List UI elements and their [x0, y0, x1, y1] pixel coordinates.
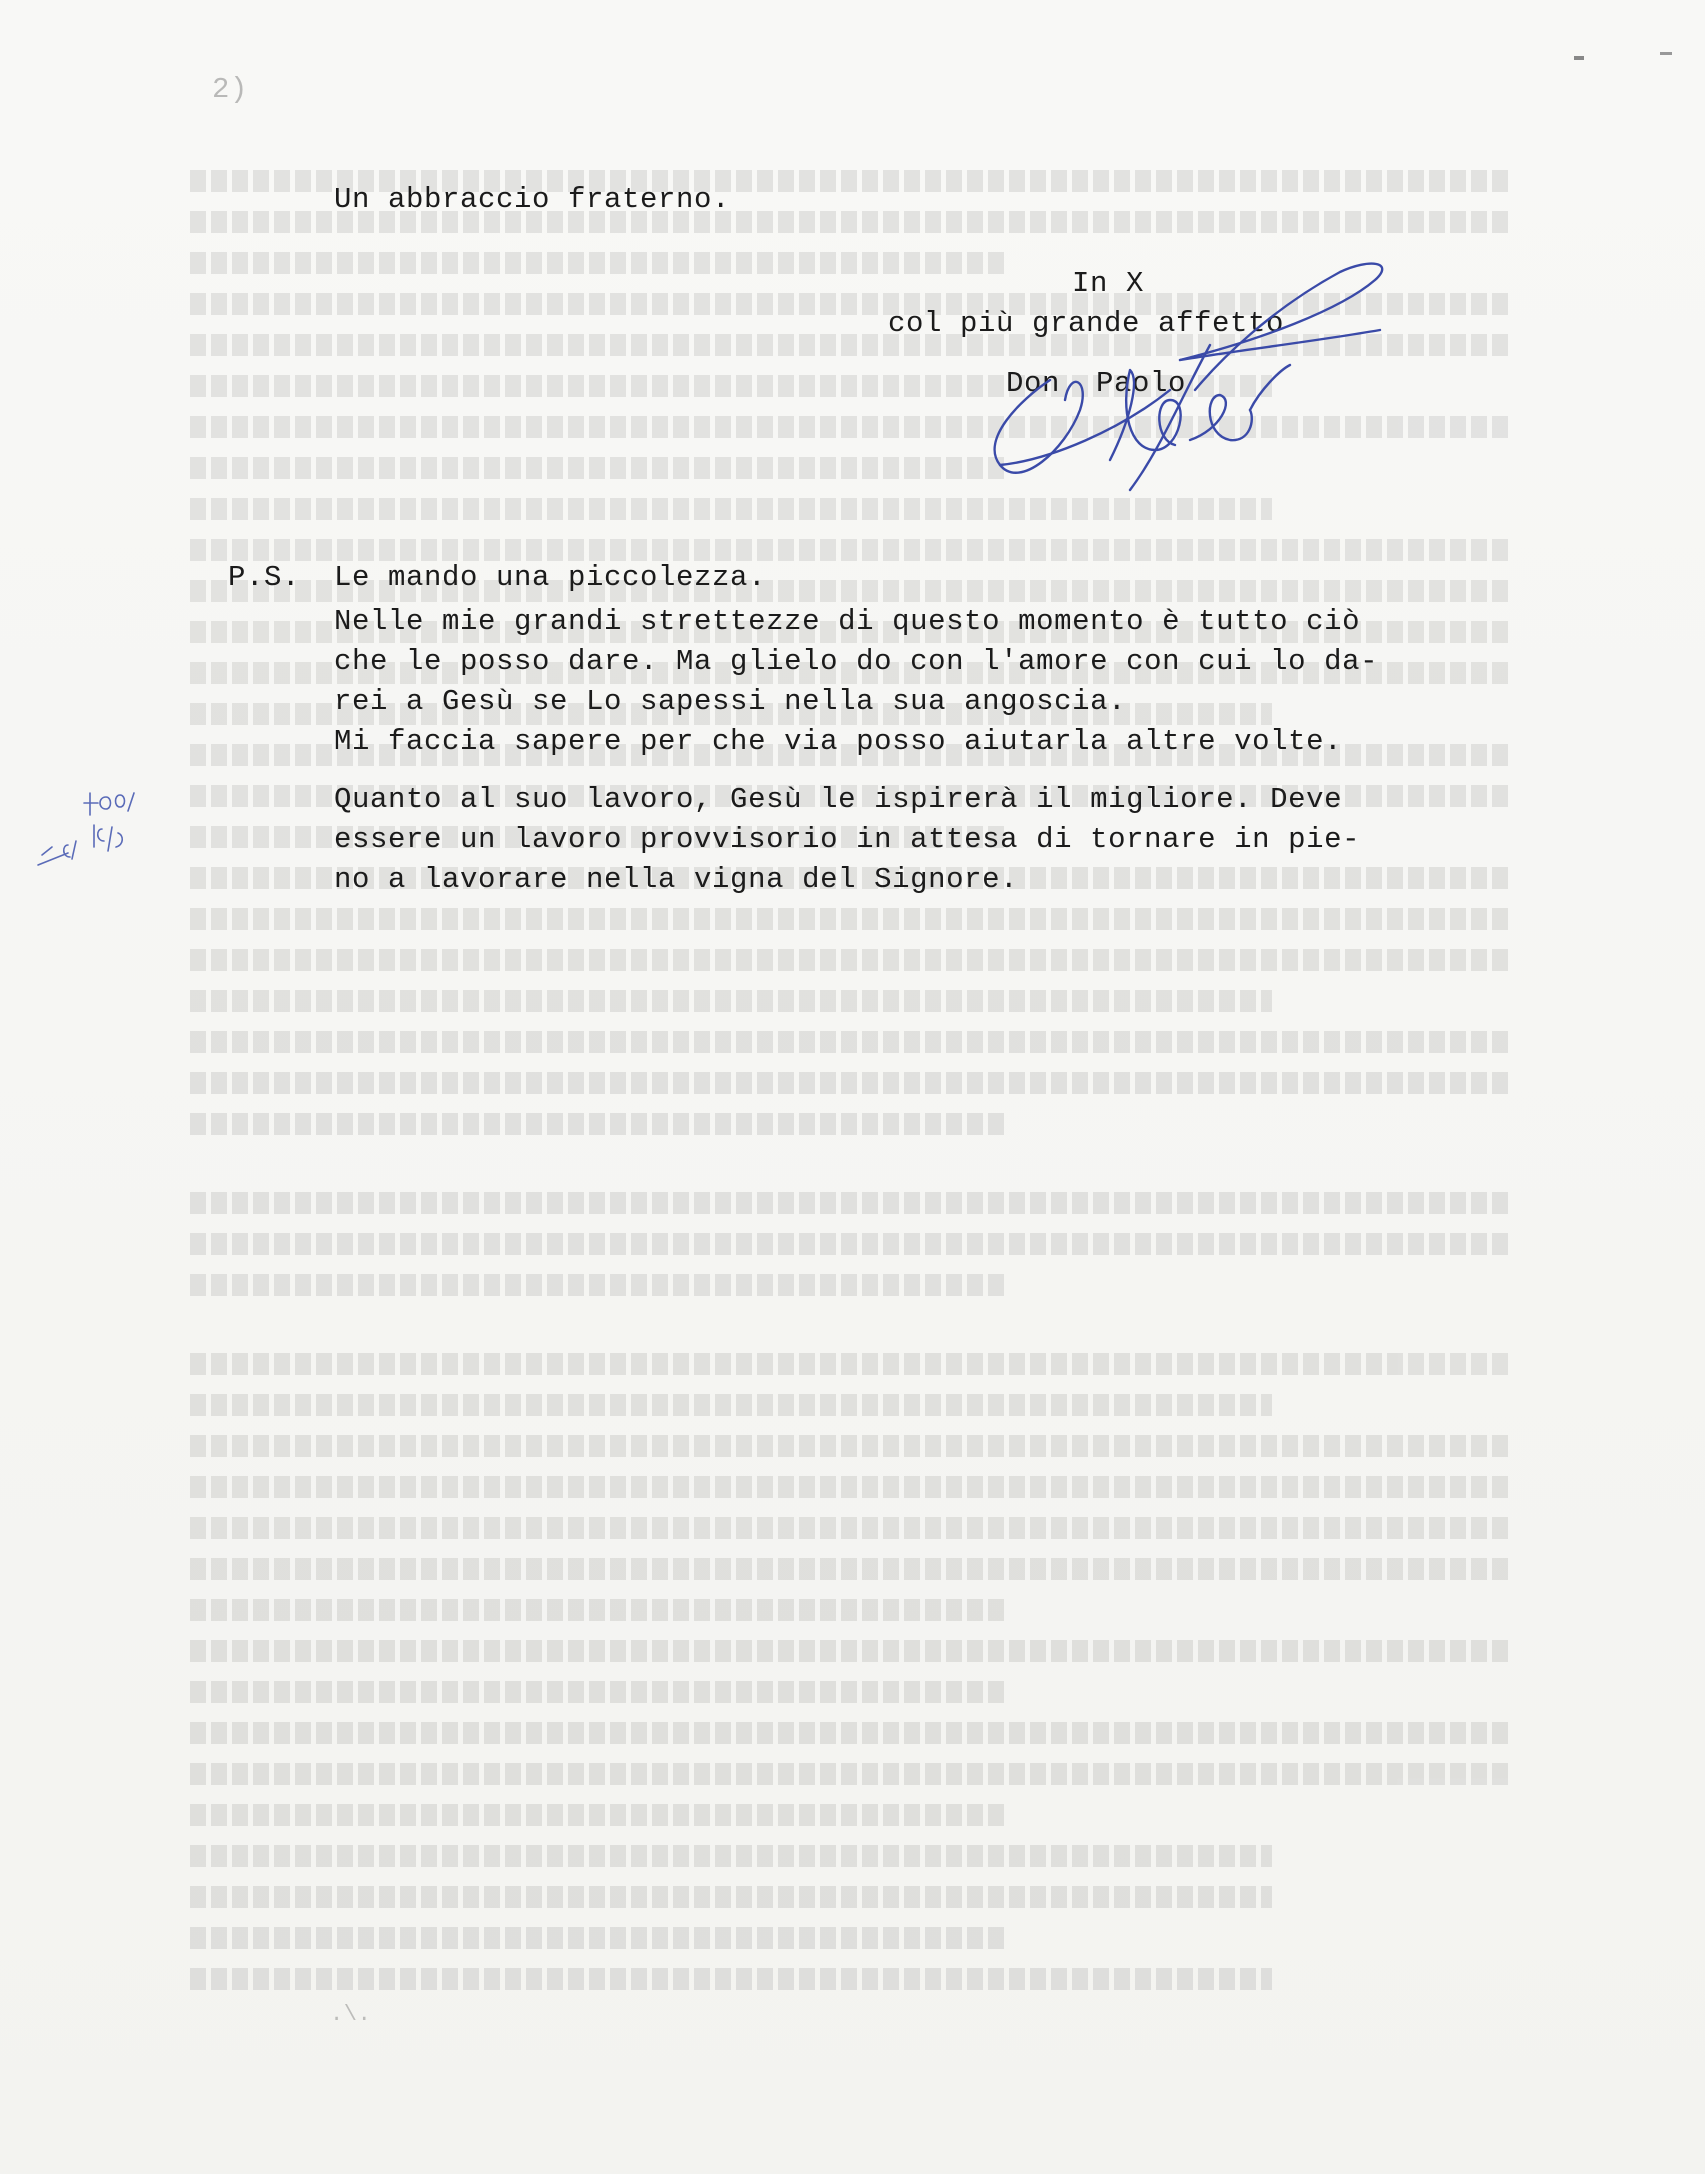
ps-line-6: Quanto al suo lavoro, Gesù le ispirerà il migliore. Deve [334, 783, 1343, 816]
ps-label: P.S. [228, 561, 301, 594]
end-mark: .\. [330, 2002, 372, 2027]
paper-specks [0, 0, 1705, 120]
closing-affection: col più grande affetto [888, 307, 1285, 340]
ps-line-5: Mi faccia sapere per che via posso aiutarla altre volte. [334, 725, 1343, 758]
handwritten-signature [980, 250, 1400, 510]
ps-line-8: no a lavorare nella vigna del Signore. [334, 863, 1019, 896]
margin-pencil-note [28, 785, 148, 895]
page-number: 2) [212, 73, 249, 106]
ps-line-3: che le posso dare. Ma glielo do con l'amore con cui lo da- [334, 645, 1379, 678]
ps-line-1: Le mando una piccolezza. [334, 561, 767, 594]
closing-in-x: In X [1072, 267, 1145, 300]
ps-line-2: Nelle mie grandi strettezze di questo momento è tutto ciò [334, 605, 1361, 638]
closing-name: Don Paolo [1006, 367, 1187, 400]
ps-line-7: essere un lavoro provvisorio in attesa di tornare in pie- [334, 823, 1361, 856]
ps-line-4: rei a Gesù se Lo sapessi nella sua angoscia. [334, 685, 1127, 718]
embrace-line: Un abbraccio fraterno. [334, 183, 731, 216]
